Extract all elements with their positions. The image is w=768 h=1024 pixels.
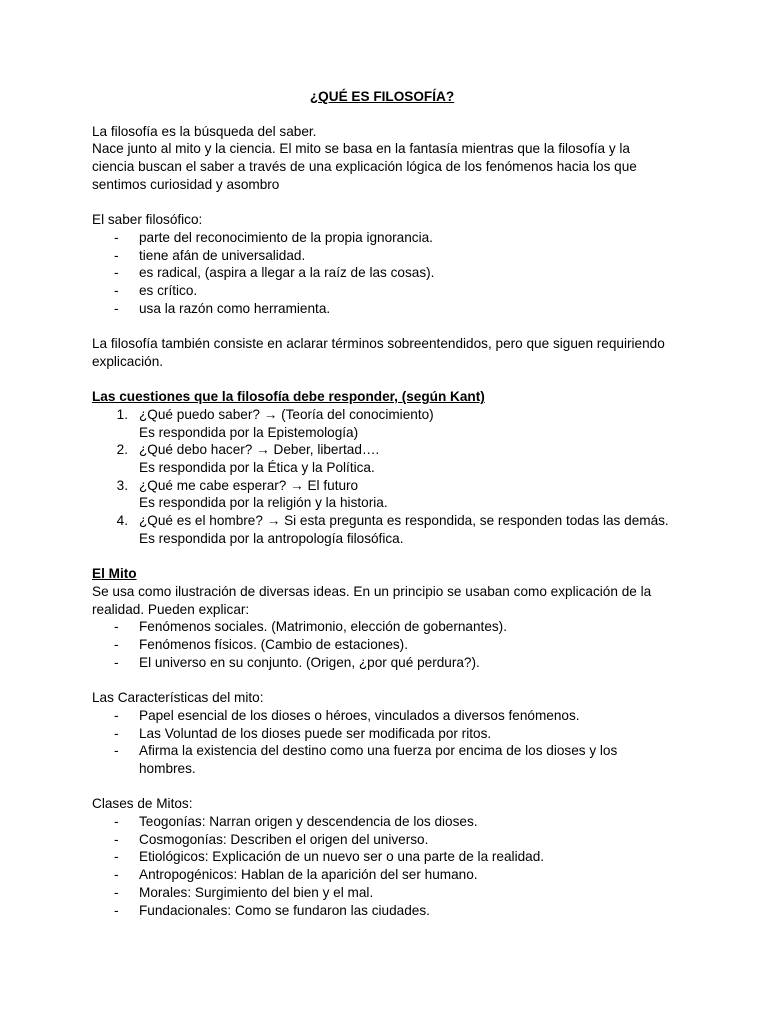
saber-list	[92, 229, 672, 318]
caracteristicas-list	[92, 707, 672, 778]
clases-list	[92, 813, 672, 919]
list-item: - Papel esencial de los dioses o héroes, vinculados a diversos fenómenos.	[114, 707, 580, 723]
list-item: - El universo en su conjunto. (Origen, ¿por qué perdura?).	[114, 654, 480, 670]
list-item: - Fenómenos físicos. (Cambio de estaciones).	[114, 637, 408, 653]
kant-heading: Las cuestiones que la filosofía debe responder, (según Kant)	[92, 389, 485, 405]
list-item: - Etiológicos: Explicación de un nuevo ser o una parte de la realidad.	[114, 849, 545, 865]
list-item: - parte del reconocimiento de la propia ignorancia.	[114, 229, 433, 245]
caracteristicas-label: Las Características del mito:	[92, 690, 264, 706]
list-item: - Afirma la existencia del destino como una fuerza por encima de los dioses y los hombres.	[114, 743, 618, 776]
list-item: - Morales: Surgimiento del bien y el mal.	[114, 884, 374, 900]
list-item: - Fenómenos sociales. (Matrimonio, elección de gobernantes).	[114, 619, 507, 635]
aclarar-paragraph: La filosofía también consiste en aclarar términos sobreentendidos, pero que siguen requiriendo explicación.	[92, 336, 665, 369]
list-item: 3. ¿Qué me cabe esperar? → El futuro Es respondida por la religión y la historia.	[116, 477, 388, 511]
list-item: - Las Voluntad de los dioses puede ser modificada por ritos.	[114, 725, 492, 741]
document-body	[92, 88, 672, 919]
list-item: - Antropogénicos: Hablan de la aparición del ser humano.	[114, 867, 478, 883]
list-item: - Fundacionales: Como se fundaron las ciudades.	[114, 902, 430, 918]
list-item: - es radical, (aspira a llegar a la raíz de las cosas).	[114, 265, 435, 281]
list-item: - Cosmogonías: Describen el origen del universo.	[114, 831, 429, 847]
list-item: - tiene afán de universalidad.	[114, 247, 306, 263]
intro-line-2: Nace junto al mito y la ciencia. El mito se basa en la fantasía mientras que la filosofía y la ciencia buscan el saber a través de una explicación lógica de los fenómenos hacia los que sentimos curiosidad y asombro	[92, 141, 637, 192]
list-item: - usa la razón como herramienta.	[114, 300, 331, 316]
mito-text: Se usa como ilustración de diversas ideas. En un principio se usaban como explicación de la realidad. Pueden explicar:	[92, 583, 652, 617]
mito-heading: El Mito	[92, 566, 137, 582]
list-item: - es crítico.	[114, 283, 198, 299]
list-item: 1. ¿Qué puedo saber? → (Teoría del conocimiento) Es respondida por la Epistemología)	[116, 406, 434, 440]
saber-label: El saber filosófico:	[92, 212, 203, 228]
clases-label: Clases de Mitos:	[92, 796, 193, 812]
page-title: ¿QUÉ ES FILOSOFÍA?	[309, 89, 455, 104]
list-item: - Teogonías: Narran origen y descendencia de los dioses.	[114, 814, 478, 830]
mito-list	[92, 618, 672, 671]
list-item: 2. ¿Qué debo hacer? → Deber, libertad…. Es respondida por la Ética y la Política.	[116, 442, 380, 476]
list-item: 4. ¿Qué es el hombre? → Si esta pregunta es respondida, se responden todas las demás. Es respondida por la antropología filosófica.	[116, 513, 669, 546]
intro-line-1: La filosofía es la búsqueda del saber.	[92, 123, 317, 139]
kant-list	[92, 406, 672, 548]
